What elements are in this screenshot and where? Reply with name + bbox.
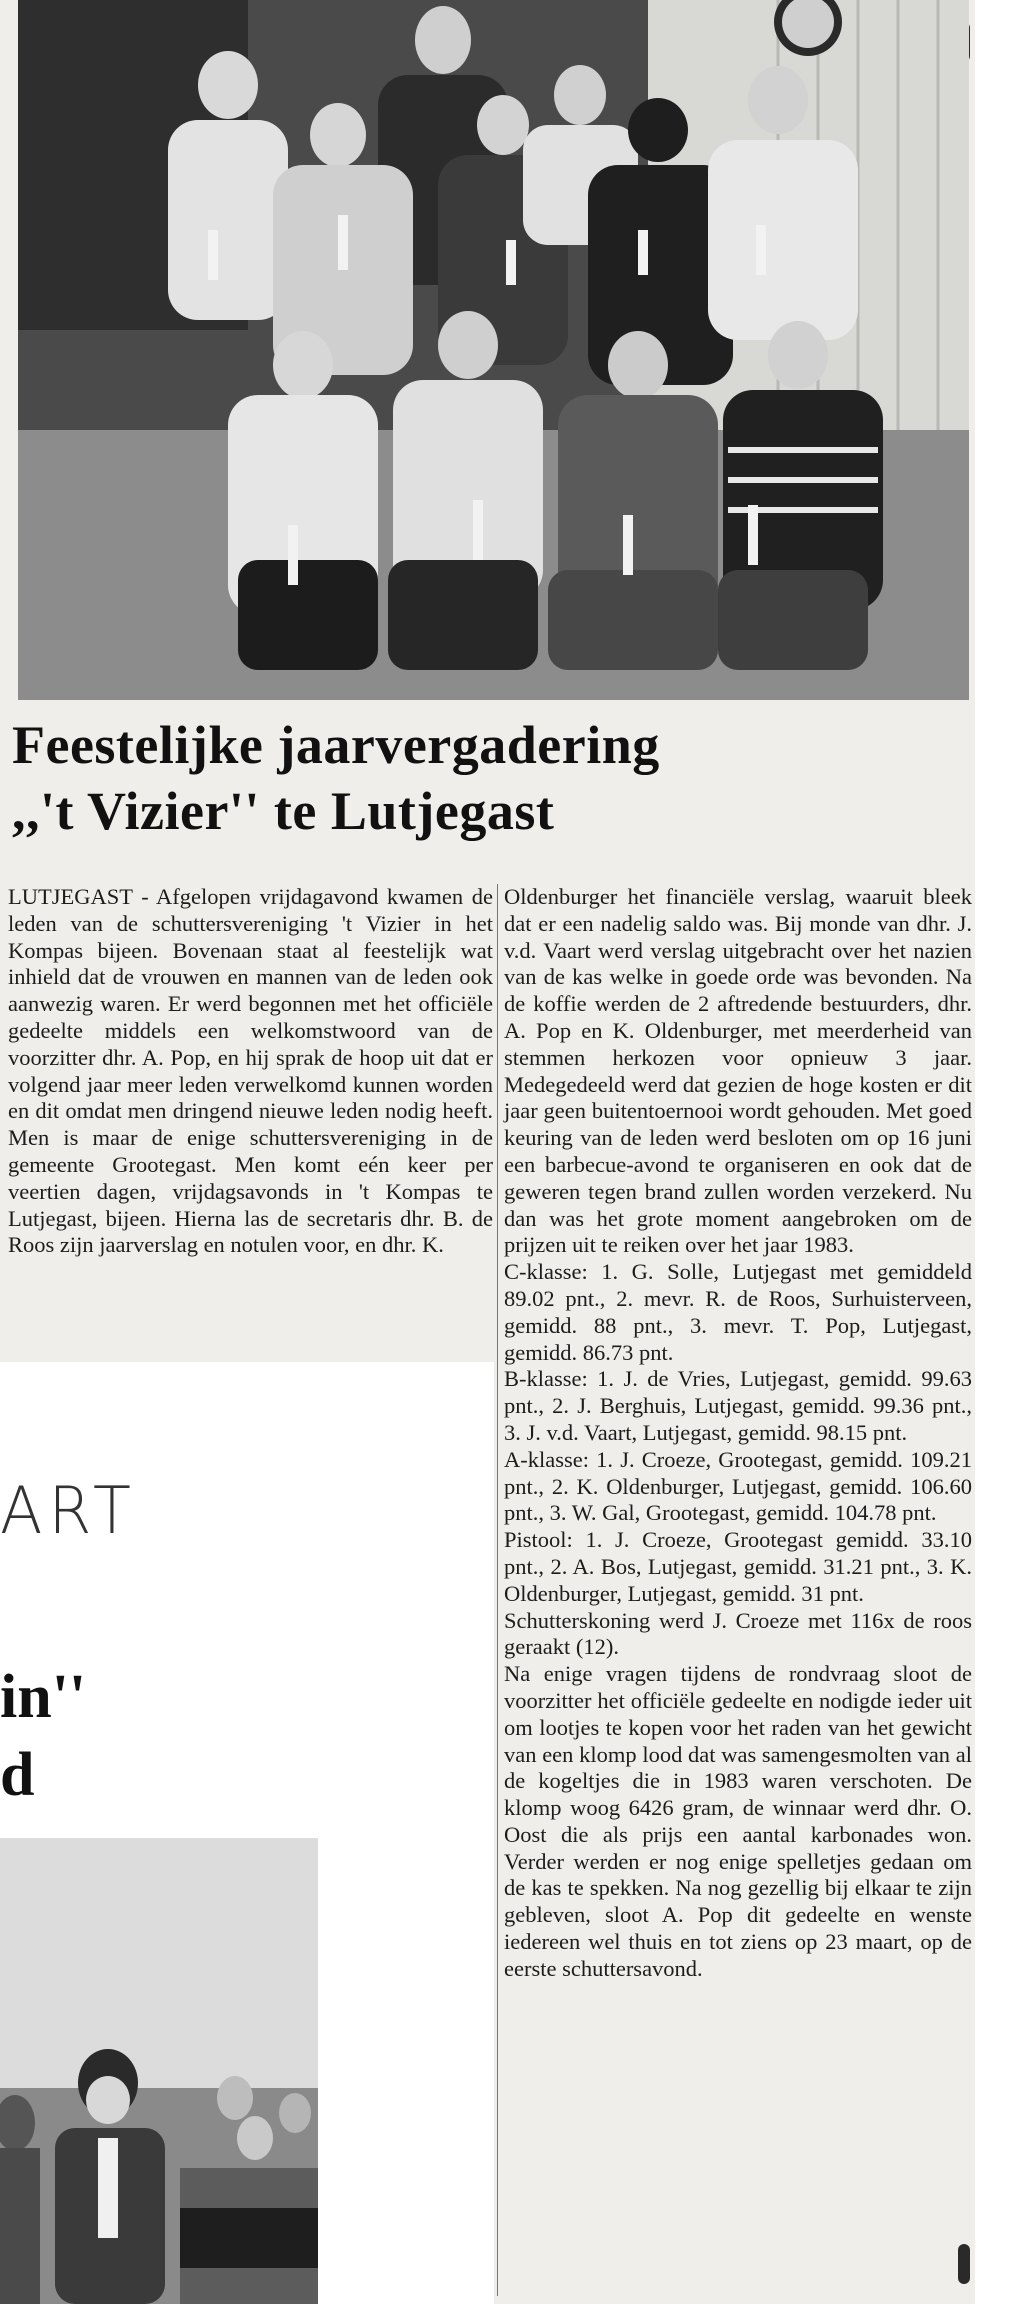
adjacent-headline-line-2: d: [0, 1741, 35, 1809]
binder-hole: [958, 2244, 970, 2284]
results-pistool: Pistool: 1. J. Croeze, Grootegast gemidd. 33.10 pnt., 2. A. Bos, Lutjegast, gemidd. 31.21 pnt., 3. K. Oldenburger, Lutjegast, gemidd. 31 pnt.: [504, 1527, 972, 1606]
paragraph: LUTJEGAST - Afgelopen vrijdagavond kwamen de leden van de schuttersvereniging 't Vizier in het Kompas bijeen. Bovenaan staat al feestelijk wat inhield dat de vrouwen en mannen van de leden ook aanwezig waren. Er werd begonnen met het officiële gedeelte middels een welkomstwoord van de voorzitter dhr. A. Pop, en hij sprak de hoop uit dat er volgend jaar meer leden verwelkomd kunnen worden en dit omdat men dringend nieuwe leden nodig heeft. Men is maar de enige schuttersvereniging in de gemeente Grootegast. Men komt eén keer per veertien dagen, vrijdagsavonds in 't Kompas te Lutjegast, bijeen. Hierna las de secretaris dhr. B. de Roos zijn jaarverslag en notulen voor, en dhr. K.: [8, 884, 493, 1258]
page-margin: [975, 0, 1023, 2304]
headline-line-2: ,,'t Vizier'' te Lutjegast: [12, 781, 555, 841]
adjacent-photo-illustration: [0, 1838, 318, 2304]
article-headline: [12, 712, 892, 844]
schutterskoning: Schutterskoning werd J. Croeze met 116x de roos geraakt (12).: [504, 1607, 972, 1660]
group-photo: [18, 0, 969, 700]
paragraph: Oldenburger het financiële verslag, waaruit bleek dat er een nadelig saldo was. Bij monde van dhr. J. v.d. Vaart werd verslag uitgebracht over het nazien van de kas welke in goede orde was bevonden. Na de koffie werden de 2 aftredende bestuurders, dhr. A. Pop en K. Oldenburger, met meerderheid van stemmen herkozen voor opnieuw 3 jaar. Medegedeeld werd dat gezien de hoge kosten er dit jaar geen buitentoernooi wordt gehouden. Met goed keuring van de leden werd besloten om op 16 juni een barbecue-avond te organiseren en ook dat de geweren tegen brand zullen worden verzekerd. Nu dan was het grote moment aangebroken om de prijzen uit te reiken over het jaar 1983.: [504, 884, 972, 1258]
adjacent-headline-line-1: in'': [0, 1663, 87, 1731]
paragraph: Na enige vragen tijdens de rondvraag sloot de voorzitter het officiële gedeelte en nodigde ieder uit om lootjes te kopen voor het raden van het gewicht van een klomp lood dat was samengesmolten van al de kogeltjes die in 1983 waren verschoten. De klomp woog 6426 gram, de winnaar werd dhr. O. Oost die als prijs een aantal karbonades won. Verder werden er nog enige spelletjes gedaan om de kas te spekken. Na nog gezellig bij elkaar te zijn gebleven, sloot A. Pop dit gedeelte en wenste iedereen wel thuis en tot ziens op 23 maart, op de eerste schuttersavond.: [504, 1661, 972, 1981]
adjacent-article-headline: [0, 1658, 86, 1814]
group-photo-illustration: [18, 0, 969, 700]
results-b-klasse: B-klasse: 1. J. de Vries, Lutjegast, gemidd. 99.63 pnt., 2. J. Berghuis, Lutjegast, gemidd. 99.36 pnt., 3. J. v.d. Vaart, Lutjegast, gemidd. 98.15 pnt.: [504, 1366, 972, 1445]
headline-line-1: Feestelijke jaarvergadering: [12, 715, 660, 775]
results-a-klasse: A-klasse: 1. J. Croeze, Grootegast, gemidd. 109.21 pnt., 2. K. Oldenburger, Lutjegast, gemidd. 106.60 pnt., 3. W. Gal, Grootegast, gemidd. 104.78 pnt.: [504, 1446, 972, 1526]
results-c-klasse: C-klasse: 1. G. Solle, Lutjegast met gemiddeld 89.02 pnt., 2. mevr. R. de Roos, Surhuisterveen, gemidd. 88 pnt., 3. mevr. T. Pop, Lutjegast, gemidd. 86.73 pnt.: [504, 1259, 972, 1365]
column-divider: [497, 884, 498, 2296]
article-column-1: [8, 884, 493, 1259]
handwritten-note: ART: [0, 1472, 137, 1549]
article-column-2: [504, 884, 972, 1983]
adjacent-article-photo: [0, 1838, 318, 2304]
